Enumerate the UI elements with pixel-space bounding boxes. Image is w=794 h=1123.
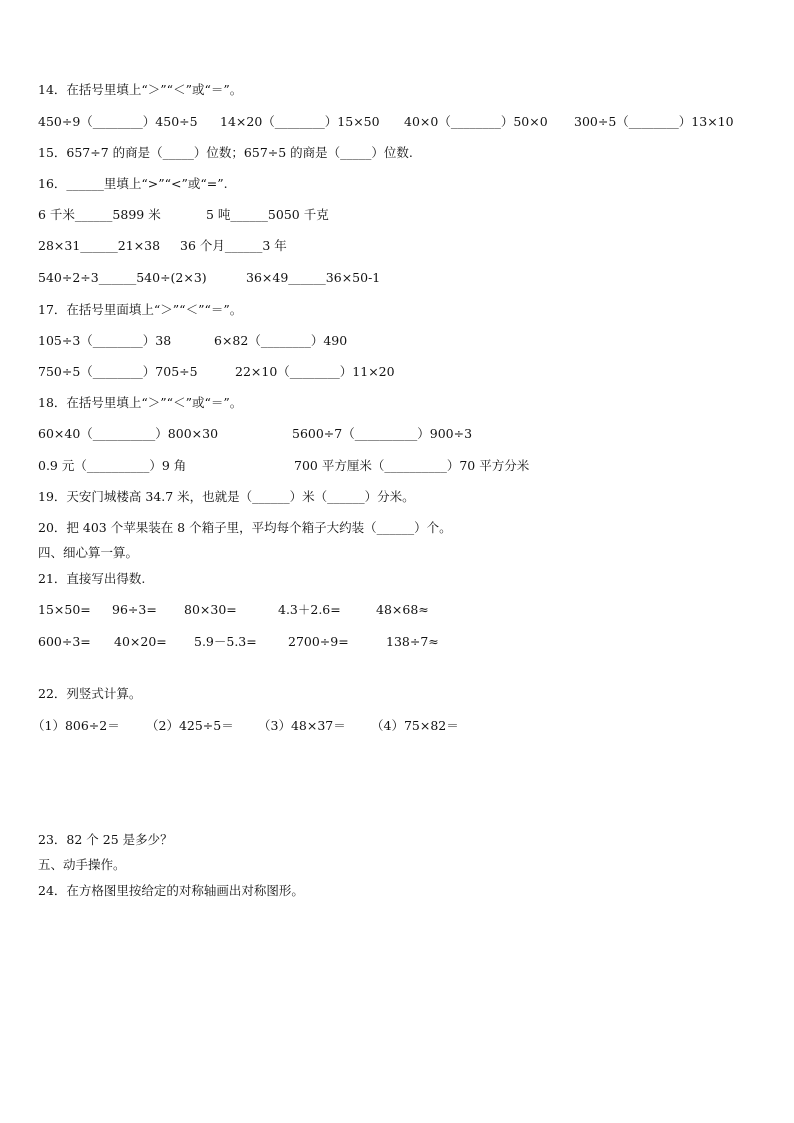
q19-text[interactable]: 19．天安门城楼高 34.7 米，也就是（______）米（______）分米。 — [38, 489, 415, 504]
q17-row-2 — [38, 364, 538, 380]
q20-text[interactable]: 20．把 403 个苹果装在 8 个箱子里，平均每个箱子大约装（______）个。 — [38, 520, 452, 535]
q21-row1-item-3: 80×30= — [184, 602, 237, 617]
q16-row-2 — [38, 238, 538, 254]
q22-title: 22．列竖式计算。 — [38, 686, 142, 701]
q21-row2-item-4: 2700÷9= — [288, 634, 349, 649]
q18-title: 18．在括号里填上“＞”“＜”或“＝”。 — [38, 395, 243, 410]
q14-item-1[interactable]: 450÷9（________）450÷5 — [38, 114, 198, 129]
q17-title: 17．在括号里面填上“＞”“＜”“＝”。 — [38, 302, 243, 317]
q17-row-1 — [38, 333, 538, 349]
q21-row1-item-4: 4.3＋2.6= — [278, 602, 341, 617]
q21-row1-item-1: 15×50= — [38, 602, 91, 617]
q23-text: 23．82 个 25 是多少？ — [38, 832, 173, 847]
q18-row1-item-2[interactable]: 5600÷7（__________）900÷3 — [292, 426, 473, 441]
q14-title: 14．在括号里填上“＞”“＜”或“＝”。 — [38, 82, 243, 97]
q18-row2-item-2[interactable]: 700 平方厘米（__________）70 平方分米 — [294, 458, 530, 473]
q18-row-1 — [38, 426, 638, 442]
q21-title: 21．直接写出得数. — [38, 571, 146, 586]
q16-row1-item-1[interactable]: 6 千米______5899 米 — [38, 207, 161, 222]
q16-row-1 — [38, 207, 538, 223]
q22-item-4: （4）75×82＝ — [371, 718, 459, 733]
q17-row2-item-2[interactable]: 22×10（________）11×20 — [235, 364, 395, 379]
q16-row2-item-2[interactable]: 36 个月______3 年 — [180, 238, 287, 253]
q21-row2-item-2: 40×20= — [114, 634, 167, 649]
q22-item-3: （3）48×37＝ — [258, 718, 346, 733]
q21-row2-item-1: 600÷3= — [38, 634, 91, 649]
q21-row2-item-3: 5.9－5.3= — [194, 634, 257, 649]
q16-row3-item-2[interactable]: 36×49______36×50-1 — [246, 270, 381, 285]
section-4-title: 四、细心算一算。 — [38, 545, 139, 560]
q22-item-1: （1）806÷2＝ — [32, 718, 120, 733]
q16-title: 16．______里填上“>”“<”或“=”. — [38, 176, 228, 191]
q16-row1-item-2[interactable]: 5 吨______5050 千克 — [206, 207, 329, 222]
q18-row1-item-1[interactable]: 60×40（__________）800×30 — [38, 426, 219, 441]
q22-items — [32, 718, 532, 734]
section-5-title: 五、动手操作。 — [38, 857, 126, 872]
q16-row-3 — [38, 270, 538, 286]
q18-row2-item-1[interactable]: 0.9 元（__________）9 角 — [38, 458, 187, 473]
q21-row2-item-5: 138÷7≈ — [386, 634, 439, 649]
q17-row2-item-1[interactable]: 750÷5（________）705÷5 — [38, 364, 198, 379]
q16-row2-item-1[interactable]: 28×31______21×38 — [38, 238, 161, 253]
q14-item-4[interactable]: 300÷5（________）13×10 — [574, 114, 734, 129]
q22-item-2: （2）425÷5＝ — [146, 718, 234, 733]
q24-text: 24．在方格图里按给定的对称轴画出对称图形。 — [38, 883, 304, 898]
q18-row-2 — [38, 458, 638, 474]
q14-items — [38, 114, 758, 130]
q21-row-1 — [38, 602, 538, 618]
q17-row1-item-2[interactable]: 6×82（________）490 — [214, 333, 348, 348]
q17-row1-item-1[interactable]: 105÷3（________）38 — [38, 333, 172, 348]
q14-item-3[interactable]: 40×0（________）50×0 — [404, 114, 548, 129]
q15-text[interactable]: 15．657÷7 的商是（_____）位数；657÷5 的商是（_____）位数. — [38, 145, 413, 160]
q14-item-2[interactable]: 14×20（________）15×50 — [220, 114, 380, 129]
q21-row1-item-2: 96÷3= — [112, 602, 157, 617]
q16-row3-item-1[interactable]: 540÷2÷3______540÷(2×3) — [38, 270, 207, 285]
q21-row-2 — [38, 634, 538, 650]
q21-row1-item-5: 48×68≈ — [376, 602, 429, 617]
